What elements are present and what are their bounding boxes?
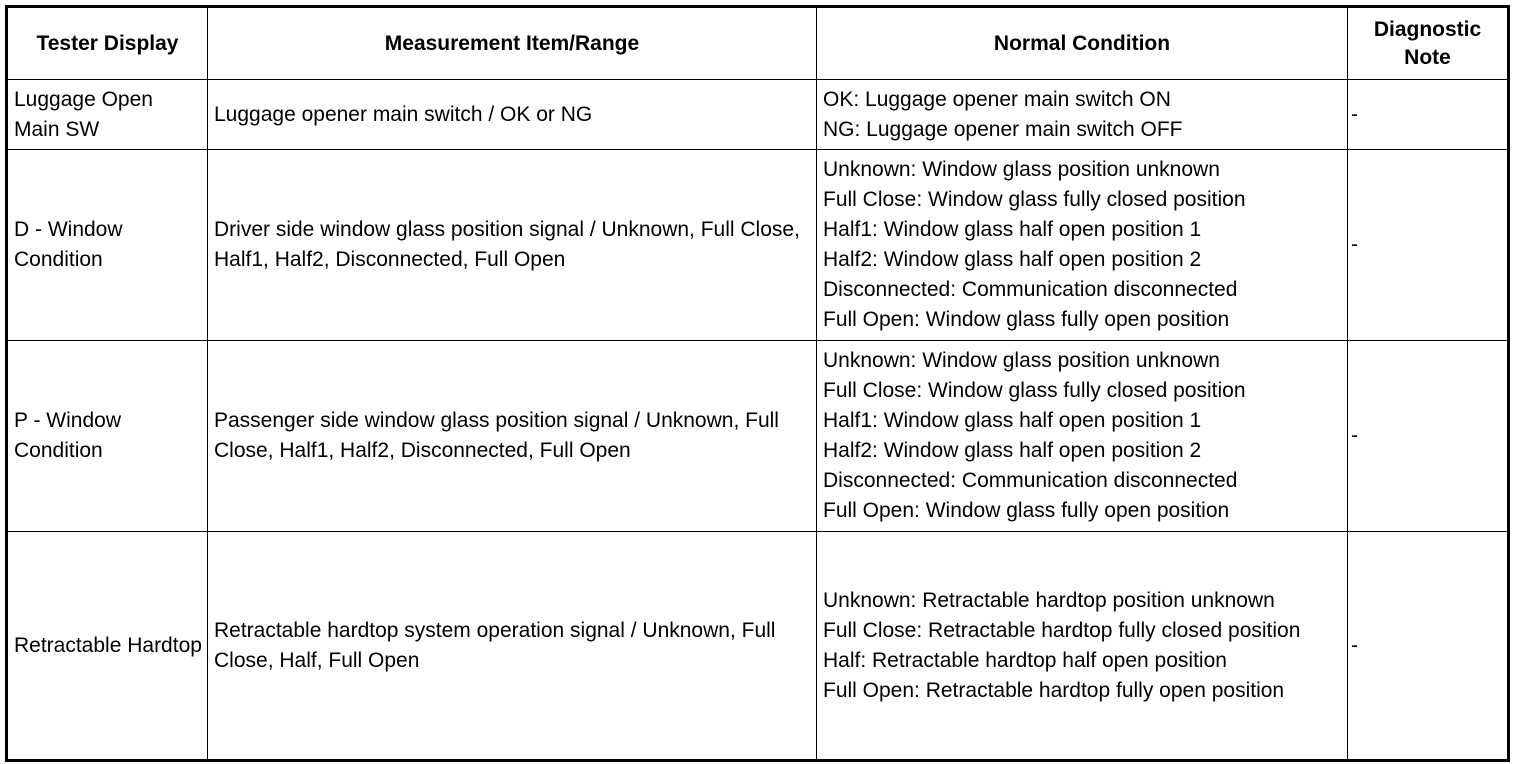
measurement-cell: Retractable hardtop system operation signal / Unknown, Full Close, Half, Full Open [208, 532, 817, 761]
header-measurement: Measurement Item/Range [208, 7, 817, 80]
tester-display-cell: Retractable Hardtop [7, 532, 208, 761]
header-diagnostic-note: Diagnostic Note [1348, 7, 1509, 80]
diagnostic-note-cell: - [1348, 341, 1509, 532]
table-row [7, 150, 1509, 341]
tester-display-cell: Luggage Open Main SW [7, 80, 208, 150]
condition-line: Full Close: Retractable hardtop fully closed position [823, 618, 1301, 642]
condition-line: Full Close: Window glass fully closed position [823, 379, 1246, 402]
measurement-cell: Driver side window glass position signal / Unknown, Full Close, Half1, Half2, Disconnected, Full Open [208, 150, 817, 341]
condition-line: Full Open: Window glass fully open position [823, 308, 1230, 331]
condition-line: Half2: Window glass half open position 2 [823, 439, 1202, 462]
diagnostic-table [5, 5, 1510, 762]
condition-line: Full Close: Window glass fully closed position [823, 188, 1246, 211]
header-normal-condition: Normal Condition [817, 7, 1348, 80]
condition-line: Disconnected: Communication disconnected [823, 469, 1238, 492]
measurement-cell: Passenger side window glass position signal / Unknown, Full Close, Half1, Half2, Disconnected, Full Open [208, 341, 817, 532]
normal-condition-cell [817, 80, 1348, 150]
condition-line: Unknown: Window glass position unknown [823, 349, 1220, 372]
tester-display-cell: D - Window Condition [7, 150, 208, 341]
condition-line: Half1: Window glass half open position 1 [823, 409, 1202, 432]
condition-line: Full Open: Retractable hardtop fully open position [823, 678, 1285, 702]
header-tester-display: Tester Display [7, 7, 208, 80]
condition-line: OK: Luggage opener main switch ON [823, 87, 1171, 111]
condition-line: NG: Luggage opener main switch OFF [823, 117, 1183, 141]
normal-condition-cell [817, 150, 1348, 341]
table-row [7, 80, 1509, 150]
condition-line: Unknown: Retractable hardtop position unknown [823, 588, 1275, 612]
normal-condition-cell [817, 532, 1348, 761]
diagnostic-table-container [5, 5, 1507, 759]
diagnostic-note-cell: - [1348, 150, 1509, 341]
condition-line: Half: Retractable hardtop half open position [823, 648, 1227, 672]
diagnostic-note-cell: - [1348, 532, 1509, 761]
condition-line: Half2: Window glass half open position 2 [823, 248, 1202, 271]
diagnostic-note-cell: - [1348, 80, 1509, 150]
condition-line: Half1: Window glass half open position 1 [823, 218, 1202, 241]
tester-display-cell: P - Window Condition [7, 341, 208, 532]
measurement-cell: Luggage opener main switch / OK or NG [208, 80, 817, 150]
table-header-row [7, 7, 1509, 80]
condition-line: Full Open: Window glass fully open position [823, 499, 1230, 522]
table-row [7, 341, 1509, 532]
condition-line: Disconnected: Communication disconnected [823, 278, 1238, 301]
normal-condition-cell [817, 341, 1348, 532]
condition-line: Unknown: Window glass position unknown [823, 158, 1220, 181]
table-row [7, 532, 1509, 761]
